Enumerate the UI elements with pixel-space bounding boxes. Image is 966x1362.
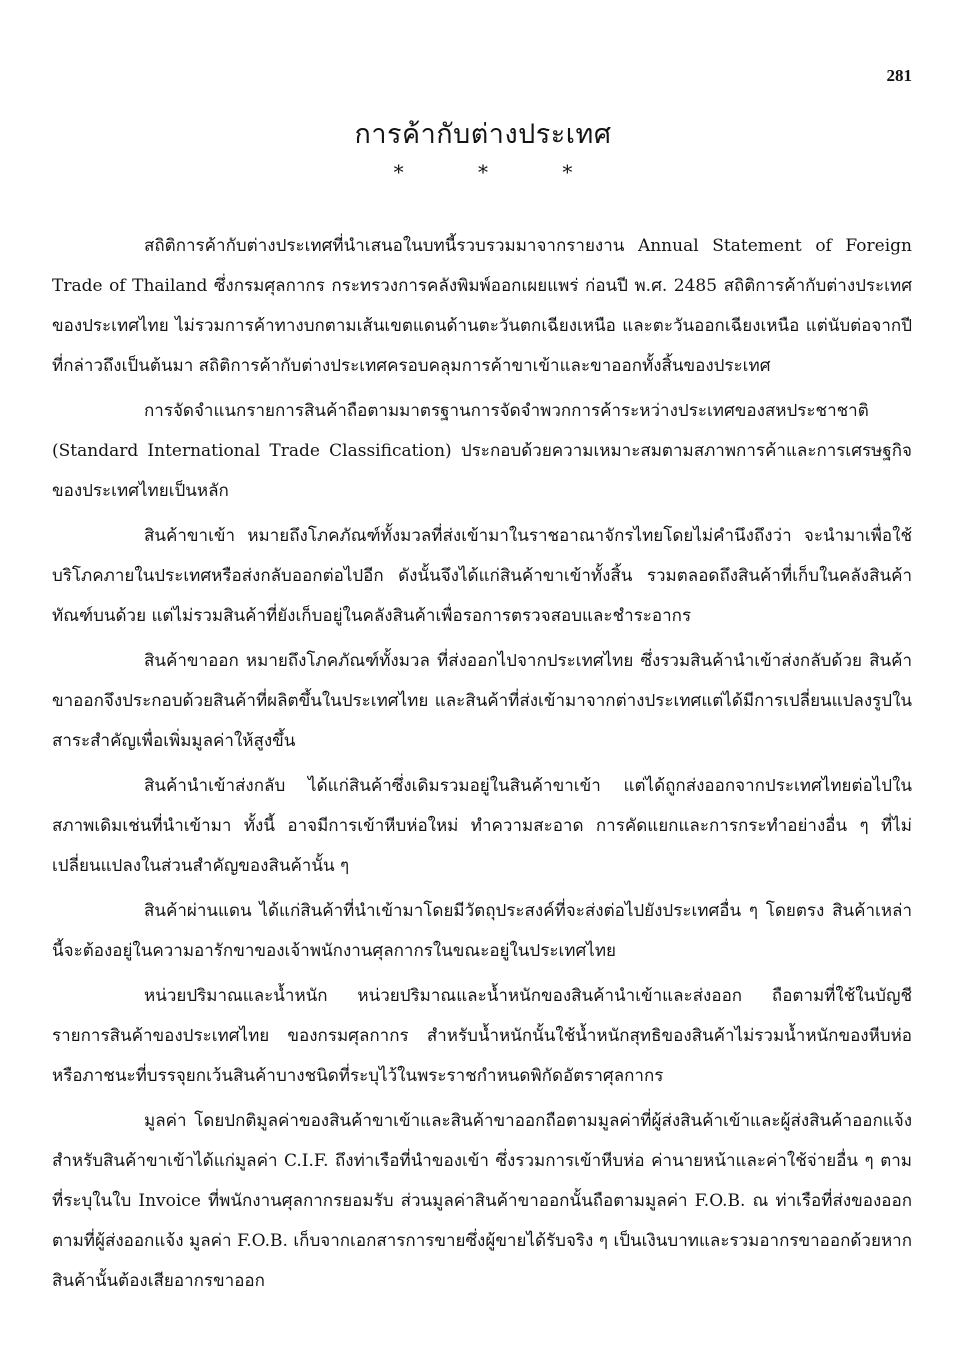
paragraph-intro: สถิติการค้ากับต่างประเทศที่นำเสนอในบทนี้รวบรวมมาจากรายงาน Annual Statement of Foreign Trade of Thailand ซึ่งกรมศุลกากร กระทรวงการคลังพิมพ์ออกเผยแพร่ ก่อนปี พ.ศ. 2485 สถิติการค้ากับต่างประเทศของประเทศไทย ไม่รวมการค้าทางบกตามเส้นเขตแดนด้านตะวันตกเฉียงเหนือ และตะวันออกเฉียงเหนือ แต่นับต่อจากปีที่กล่าวถึงเป็นต้นมา สถิติการค้ากับต่างประเทศครอบคลุมการค้าขาเข้าและขาออกทั้งสิ้นของประเทศ: [52, 236, 912, 376]
paragraph-classification: การจัดจำแนกรายการสินค้าถือตามมาตรฐานการจัดจำพวกการค้าระหว่างประเทศของสหประชาชาติ (Standard International Trade Classification) ประกอบด้วยความเหมาะสมตามสภาพการค้าและการเศรษฐกิจของประเทศไทยเป็นหลัก: [52, 401, 912, 501]
paragraph-re-exports: สินค้านำเข้าส่งกลับ ได้แก่สินค้าซึ่งเดิมรวมอยู่ในสินค้าขาเข้า แต่ได้ถูกส่งออกจากประเทศไทยต่อไปในสภาพเดิมเช่นที่นำเข้ามา ทั้งนี้ อาจมีการเข้าหีบห่อใหม่ ทำความสะอาด การคัดแยกและการกระทำอย่างอื่น ๆ ที่ไม่เปลี่ยนแปลงในส่วนสำคัญของสินค้านั้น ๆ: [52, 776, 912, 876]
section-separator: * * *: [393, 160, 607, 184]
paragraph-imports: สินค้าขาเข้า หมายถึงโภคภัณฑ์ทั้งมวลที่ส่งเข้ามาในราชอาณาจักรไทยโดยไม่คำนึงถึงว่า จะนำมาเพื่อใช้บริโภคภายในประเทศหรือส่งกลับออกต่อไปอีก ดังนั้นจึงได้แก่สินค้าขาเข้าทั้งสิ้น รวมตลอดถึงสินค้าที่เก็บในคลังสินค้าทัณฑ์บนด้วย แต่ไม่รวมสินค้าที่ยังเก็บอยู่ในคลังสินค้าเพื่อรอการตรวจสอบและชำระอากร: [52, 526, 912, 626]
paragraph-units: หน่วยปริมาณและน้ำหนัก หน่วยปริมาณและน้ำหนักของสินค้านำเข้าและส่งออก ถือตามที่ใช้ในบัญชีรายการสินค้าของประเทศไทย ของกรมศุลกากร สำหรับน้ำหนักนั้นใช้น้ำหนักสุทธิของสินค้าไม่รวมน้ำหนักของหีบห่อหรือภาชนะที่บรรจุยกเว้นสินค้าบางชนิดที่ระบุไว้ในพระราชกำหนดพิกัดอัตราศุลกากร: [52, 986, 912, 1086]
paragraph-transit: สินค้าผ่านแดน ได้แก่สินค้าที่นำเข้ามาโดยมีวัตถุประสงค์ที่จะส่งต่อไปยังประเทศอื่น ๆ โดยตรง สินค้าเหล่านี้จะต้องอยู่ในความอารักขาของเจ้าพนักงานศุลกากรในขณะอยู่ในประเทศไทย: [52, 901, 912, 961]
paragraph-value: มูลค่า โดยปกติมูลค่าของสินค้าขาเข้าและสินค้าขาออกถือตามมูลค่าที่ผู้ส่งสินค้าเข้าและผู้ส่งสินค้าออกแจ้ง สำหรับสินค้าขาเข้าได้แก่มูลค่า C.I.F. ถึงท่าเรือที่นำของเข้า ซึ่งรวมการเข้าหีบห่อ ค่านายหน้าและค่าใช้จ่ายอื่น ๆ ตามที่ระบุในใบ Invoice ที่พนักงานศุลกากรยอมรับ ส่วนมูลค่าสินค้าขาออกนั้นถือตามมูลค่า F.O.B. ณ ท่าเรือที่ส่งของออกตามที่ผู้ส่งออกแจ้ง มูลค่า F.O.B. เก็บจากเอกสารการขายซึ่งผู้ขายได้รับจริง ๆ เป็นเงินบาทและรวมอากรขาออกด้วยหากสินค้านั้นต้องเสียอากรขาออก: [52, 1111, 912, 1291]
page-number: 281: [886, 66, 912, 85]
page-title: การค้ากับต่างประเทศ: [354, 119, 612, 150]
body-text: [52, 226, 912, 1301]
paragraph-exports: สินค้าขาออก หมายถึงโภคภัณฑ์ทั้งมวล ที่ส่งออกไปจากประเทศไทย ซึ่งรวมสินค้านำเข้าส่งกลับด้วย สินค้าขาออกจึงประกอบด้วยสินค้าที่ผลิตขึ้นในประเทศไทย และสินค้าที่ส่งเข้ามาจากต่างประเทศแต่ได้มีการเปลี่ยนแปลงรูปในสาระสำคัญเพื่อเพิ่มมูลค่าให้สูงขึ้น: [52, 651, 912, 751]
